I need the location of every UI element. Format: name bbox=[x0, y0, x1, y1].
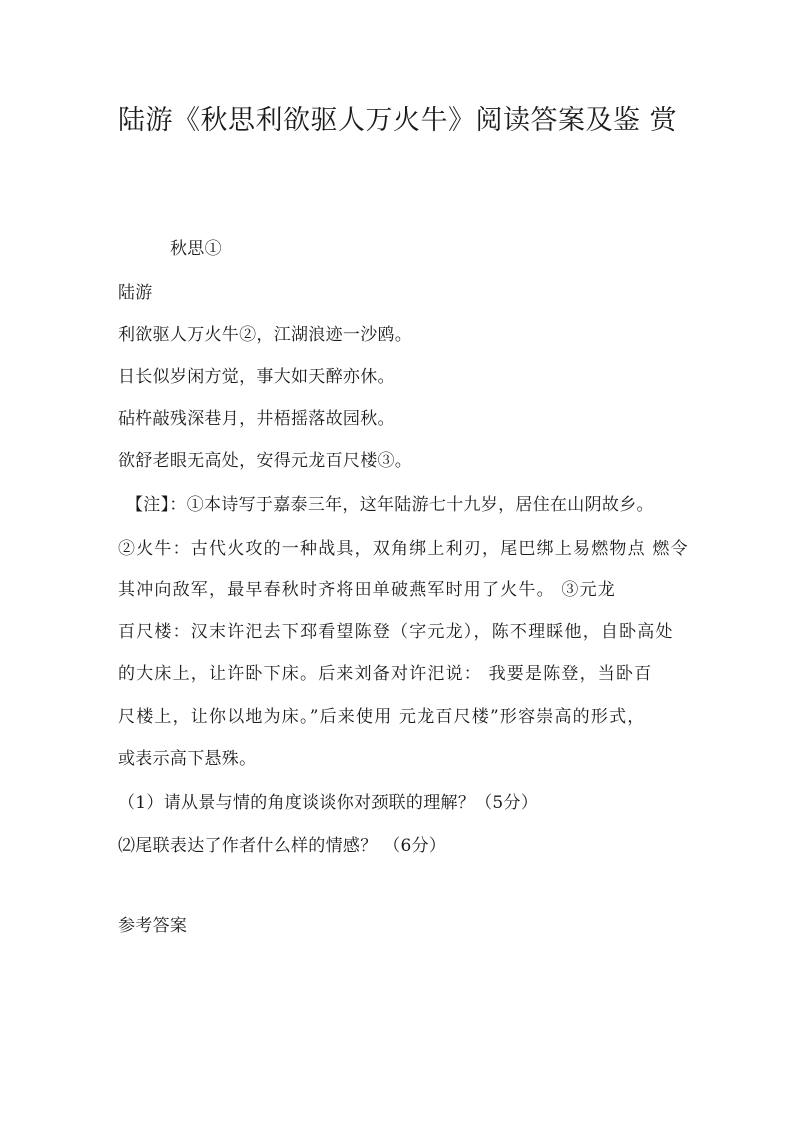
note-line: 【注】：①本诗写于嘉泰三年，这年陆游七十九岁，居住在山阴故乡。 bbox=[126, 495, 654, 515]
poem-heading: 秋思① bbox=[170, 239, 222, 259]
poem-line: 砧杵敲残深巷月，井梧摇落故园秋。 bbox=[118, 409, 395, 429]
question-2: ⑵尾联表达了作者什么样的情感？ （6分） bbox=[118, 836, 447, 856]
note-line: 或表示高下悬殊。 bbox=[118, 749, 257, 769]
poem-author: 陆游 bbox=[118, 283, 153, 303]
document-title: 陆游《秋思利欲驱人万火牛》阅读答案及鉴 赏 bbox=[118, 105, 678, 136]
note-line: ②火牛：古代火攻的一种战具，双角绑上利刃，尾巴绑上易燃物点 燃令 bbox=[118, 539, 689, 559]
poem-line: 日长似岁闲方觉，事大如天醉亦休。 bbox=[118, 367, 395, 387]
poem-line: 欲舒老眼无高处，安得元龙百尺楼③。 bbox=[118, 451, 413, 471]
note-line: 的大床上，让许卧下床。后来刘备对许汜说： 我要是陈登，当卧百 bbox=[118, 664, 653, 684]
poem-line: 利欲驱人万火牛②，江湖浪迹一沙鸥。 bbox=[118, 325, 413, 345]
note-line: 尺楼上，让你以地为床。”后来使用 元龙百尺楼”形容崇高的形式， bbox=[118, 707, 646, 727]
answer-heading: 参考答案 bbox=[118, 916, 188, 936]
note-line: 百尺楼：汉末许汜去下邳看望陈登（字元龙），陈不理睬他，自卧高处 bbox=[118, 622, 674, 642]
question-1: （1）请从景与情的角度谈谈你对颈联的理解？（5分） bbox=[118, 793, 539, 813]
note-line: 其冲向敌军，最早春秋时齐将田单破燕军时用了火牛。 ③元龙 bbox=[118, 580, 617, 600]
